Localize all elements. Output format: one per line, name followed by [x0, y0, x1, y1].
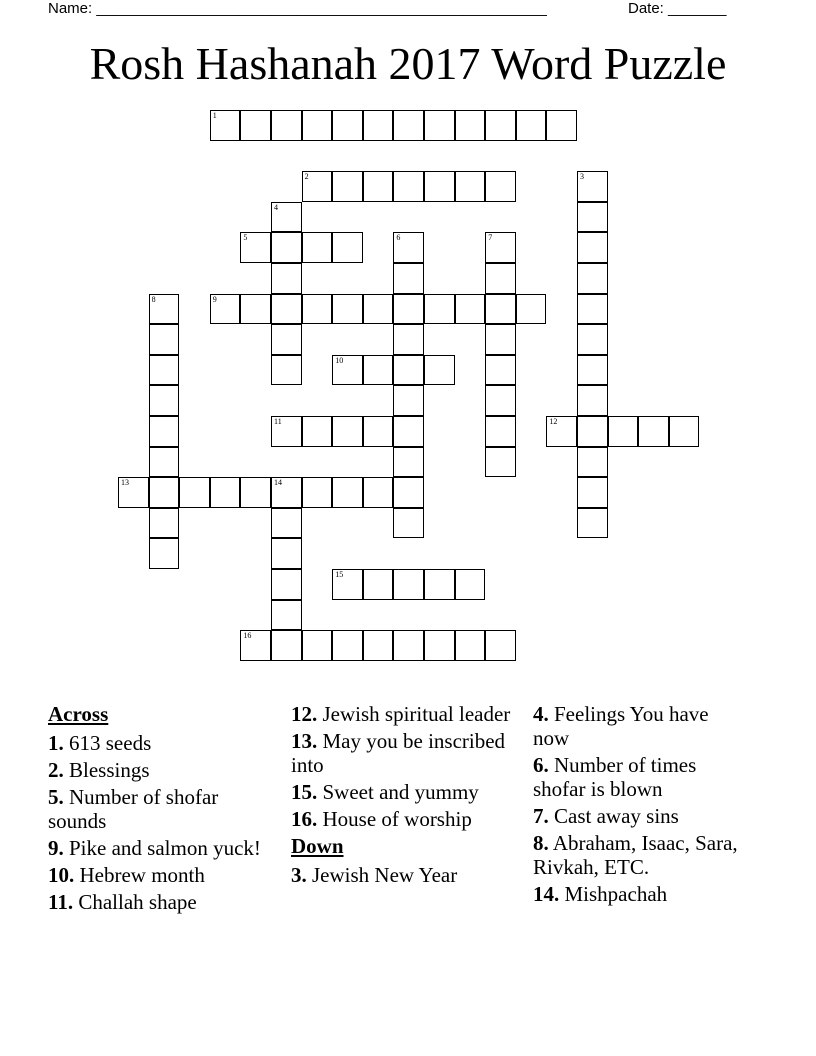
crossword-cell[interactable] [393, 447, 424, 478]
down-clue [533, 831, 743, 879]
crossword-cell[interactable] [424, 171, 455, 202]
clue-number: 2 [304, 172, 309, 182]
down-clue [533, 702, 743, 750]
crossword-cell[interactable] [393, 171, 424, 202]
clue-number-label: 13. [291, 729, 318, 753]
crossword-cell[interactable] [271, 324, 302, 355]
crossword-cell[interactable] [455, 630, 486, 661]
clue-number-label: 14. [533, 882, 560, 906]
crossword-cell[interactable] [302, 416, 333, 447]
clue-text: Jewish spiritual leader [322, 702, 511, 726]
crossword-cell[interactable] [485, 324, 516, 355]
down-clue [291, 863, 521, 887]
crossword-cell[interactable] [546, 416, 577, 447]
crossword-cell[interactable] [485, 171, 516, 202]
clue-text: Sweet and yummy [322, 780, 479, 804]
crossword-cell[interactable] [393, 569, 424, 600]
crossword-cell[interactable] [149, 477, 180, 508]
date-field-label: Date: _______ [628, 0, 727, 17]
across-heading: Across [48, 702, 109, 726]
clue-number: 5 [243, 233, 248, 243]
crossword-cell[interactable] [516, 294, 547, 325]
crossword-cell[interactable] [271, 263, 302, 294]
clue-number-label: 12. [291, 702, 318, 726]
clue-number: 12 [549, 417, 558, 426]
across-clue [291, 702, 521, 726]
crossword-cell[interactable] [485, 263, 516, 294]
clue-column-1 [48, 702, 278, 917]
clue-number: 3 [580, 172, 584, 182]
page-title: Rosh Hashanah 2017 Word Puzzle [89, 38, 727, 89]
clue-number-label: 9. [48, 836, 64, 860]
across-clue [48, 758, 278, 782]
crossword-cell[interactable] [302, 477, 333, 508]
crossword-cell[interactable] [608, 416, 639, 447]
crossword-cell[interactable] [455, 171, 486, 202]
clue-text: Abraham, Isaac, Sara, Rivkah, ETC. [533, 831, 738, 879]
crossword-cell[interactable] [485, 416, 516, 447]
across-clue [291, 729, 521, 777]
clue-number: 11 [274, 417, 282, 426]
clue-text: 613 seeds [69, 731, 152, 755]
crossword-cell[interactable] [516, 110, 547, 141]
clue-text: Cast away sins [554, 804, 679, 828]
crossword-cell[interactable] [332, 110, 363, 141]
crossword-cell[interactable] [638, 416, 669, 447]
crossword-cell[interactable] [577, 447, 608, 478]
clue-number-label: 16. [291, 807, 318, 831]
clue-number: 8 [151, 294, 156, 304]
across-clue [48, 890, 278, 914]
crossword-cell[interactable] [363, 477, 394, 508]
crossword-cell[interactable] [210, 477, 241, 508]
crossword-cell[interactable] [577, 263, 608, 294]
crossword-cell[interactable] [577, 294, 608, 325]
crossword-cell[interactable] [118, 477, 149, 508]
crossword-cell[interactable] [577, 508, 608, 539]
crossword-cell[interactable] [363, 355, 394, 386]
crossword-cell[interactable] [577, 324, 608, 355]
crossword-cell[interactable] [577, 385, 608, 416]
crossword-cell[interactable] [332, 569, 363, 600]
crossword-cell[interactable] [577, 416, 608, 447]
crossword-cell[interactable] [271, 294, 302, 325]
crossword-cell[interactable] [485, 232, 516, 263]
crossword-cell[interactable] [485, 294, 516, 325]
crossword-cell[interactable] [240, 110, 271, 141]
name-field-label: Name: ______________________________________________________ [48, 0, 547, 17]
clue-number: 15 [335, 570, 344, 579]
crossword-cell[interactable] [332, 294, 363, 325]
crossword-cell[interactable] [271, 538, 302, 569]
clue-column-2 [291, 702, 521, 890]
clue-text: Pike and salmon yuck! [69, 836, 261, 860]
clue-text: May you be inscribed into [291, 729, 506, 777]
crossword-cell[interactable] [271, 202, 302, 233]
crossword-cell[interactable] [271, 569, 302, 600]
clue-number: 1 [212, 111, 217, 120]
crossword-cell[interactable] [149, 294, 180, 325]
crossword-cell[interactable] [210, 110, 241, 141]
crossword-cell[interactable] [669, 416, 700, 447]
crossword-cell[interactable] [393, 508, 424, 539]
clue-number: 14 [274, 478, 282, 488]
crossword-cell[interactable] [577, 171, 608, 202]
clue-number-label: 2. [48, 758, 64, 782]
clue-number-label: 15. [291, 780, 318, 804]
crossword-cell[interactable] [393, 110, 424, 141]
crossword-cell[interactable] [455, 110, 486, 141]
crossword-cell[interactable] [240, 294, 271, 325]
crossword-cell[interactable] [546, 110, 577, 141]
crossword-cell[interactable] [424, 355, 455, 386]
crossword-cell[interactable] [271, 110, 302, 141]
crossword-cell[interactable] [485, 630, 516, 661]
crossword-cell[interactable] [332, 171, 363, 202]
crossword-cell[interactable] [393, 232, 424, 263]
clue-number-label: 7. [533, 804, 549, 828]
crossword-cell[interactable] [332, 355, 363, 386]
crossword-cell[interactable] [393, 355, 424, 386]
clue-text: Blessings [69, 758, 150, 782]
across-clue [48, 731, 278, 755]
crossword-cell[interactable] [210, 294, 241, 325]
clue-text: Mishpachah [564, 882, 668, 906]
crossword-cell[interactable] [149, 385, 180, 416]
across-clue [291, 807, 521, 831]
clue-number: 4 [274, 202, 278, 212]
crossword-cell[interactable] [332, 630, 363, 661]
crossword-cell[interactable] [332, 232, 363, 263]
clue-number: 13 [121, 478, 129, 488]
down-clue [533, 753, 743, 801]
crossword-cell[interactable] [424, 569, 455, 600]
crossword-cell[interactable] [485, 110, 516, 141]
crossword-cell[interactable] [577, 232, 608, 263]
clue-number-label: 5. [48, 785, 64, 809]
across-clue [48, 785, 278, 833]
clue-number-label: 8. [533, 831, 549, 855]
crossword-cell[interactable] [271, 416, 302, 447]
crossword-cell[interactable] [577, 477, 608, 508]
crossword-cell[interactable] [577, 355, 608, 386]
crossword-cell[interactable] [424, 294, 455, 325]
crossword-cell[interactable] [363, 630, 394, 661]
clue-number-label: 3. [291, 863, 307, 887]
crossword-cell[interactable] [271, 355, 302, 386]
clue-text: Number of times shofar is blown [533, 753, 697, 801]
crossword-cell[interactable] [332, 416, 363, 447]
crossword-cell[interactable] [302, 232, 333, 263]
crossword-cell[interactable] [271, 600, 302, 631]
clue-text: Jewish New Year [312, 863, 458, 887]
down-clue [533, 804, 743, 828]
down-clue [533, 882, 743, 906]
crossword-cell[interactable] [149, 324, 180, 355]
clue-text: House of worship [322, 807, 472, 831]
crossword-cell[interactable] [393, 294, 424, 325]
clue-number-label: 1. [48, 731, 64, 755]
crossword-cell[interactable] [149, 508, 180, 539]
crossword-cell[interactable] [363, 110, 394, 141]
crossword-cell[interactable] [393, 263, 424, 294]
crossword-cell[interactable] [485, 447, 516, 478]
crossword-cell[interactable] [485, 355, 516, 386]
crossword-cell[interactable] [240, 630, 271, 661]
clue-number-label: 6. [533, 753, 549, 777]
crossword-cell[interactable] [149, 447, 180, 478]
crossword-cell[interactable] [393, 385, 424, 416]
across-clue [291, 780, 521, 804]
crossword-cell[interactable] [363, 569, 394, 600]
crossword-cell[interactable] [240, 232, 271, 263]
crossword-cell[interactable] [455, 569, 486, 600]
crossword-cell[interactable] [393, 630, 424, 661]
crossword-cell[interactable] [149, 355, 180, 386]
clue-text: Challah shape [78, 890, 197, 914]
clue-number: 10 [335, 355, 344, 365]
crossword-cell[interactable] [302, 110, 333, 141]
clue-number-label: 10. [48, 863, 75, 887]
crossword-cell[interactable] [424, 110, 455, 141]
clue-number: 9 [212, 294, 217, 304]
clue-text: Hebrew month [79, 863, 205, 887]
clue-text: Feelings You have now [533, 702, 709, 750]
clue-number: 7 [488, 233, 493, 243]
crossword-cell[interactable] [393, 416, 424, 447]
crossword-cell[interactable] [302, 171, 333, 202]
across-clue [48, 863, 278, 887]
clue-text: Number of shofar sounds [48, 785, 219, 833]
clue-number: 16 [243, 631, 252, 641]
crossword-cell[interactable] [393, 324, 424, 355]
crossword-cell[interactable] [485, 385, 516, 416]
clue-number: 6 [396, 233, 401, 243]
crossword-cell[interactable] [271, 508, 302, 539]
crossword-cell[interactable] [271, 232, 302, 263]
crossword-cell[interactable] [393, 477, 424, 508]
crossword-cell[interactable] [363, 171, 394, 202]
across-clue [48, 836, 278, 860]
crossword-cell[interactable] [271, 477, 302, 508]
crossword-cell[interactable] [179, 477, 210, 508]
crossword-cell[interactable] [332, 477, 363, 508]
crossword-cell[interactable] [271, 630, 302, 661]
crossword-cell[interactable] [363, 294, 394, 325]
clue-column-3 [533, 702, 743, 909]
clue-number-label: 4. [533, 702, 549, 726]
crossword-cell[interactable] [302, 630, 333, 661]
crossword-cell[interactable] [577, 202, 608, 233]
crossword-cell[interactable] [149, 416, 180, 447]
crossword-cell[interactable] [424, 630, 455, 661]
clue-number-label: 11. [48, 890, 74, 914]
crossword-cell[interactable] [240, 477, 271, 508]
crossword-cell[interactable] [302, 294, 333, 325]
down-heading: Down [291, 834, 344, 858]
crossword-cell[interactable] [455, 294, 486, 325]
crossword-cell[interactable] [363, 416, 394, 447]
crossword-cell[interactable] [149, 538, 180, 569]
